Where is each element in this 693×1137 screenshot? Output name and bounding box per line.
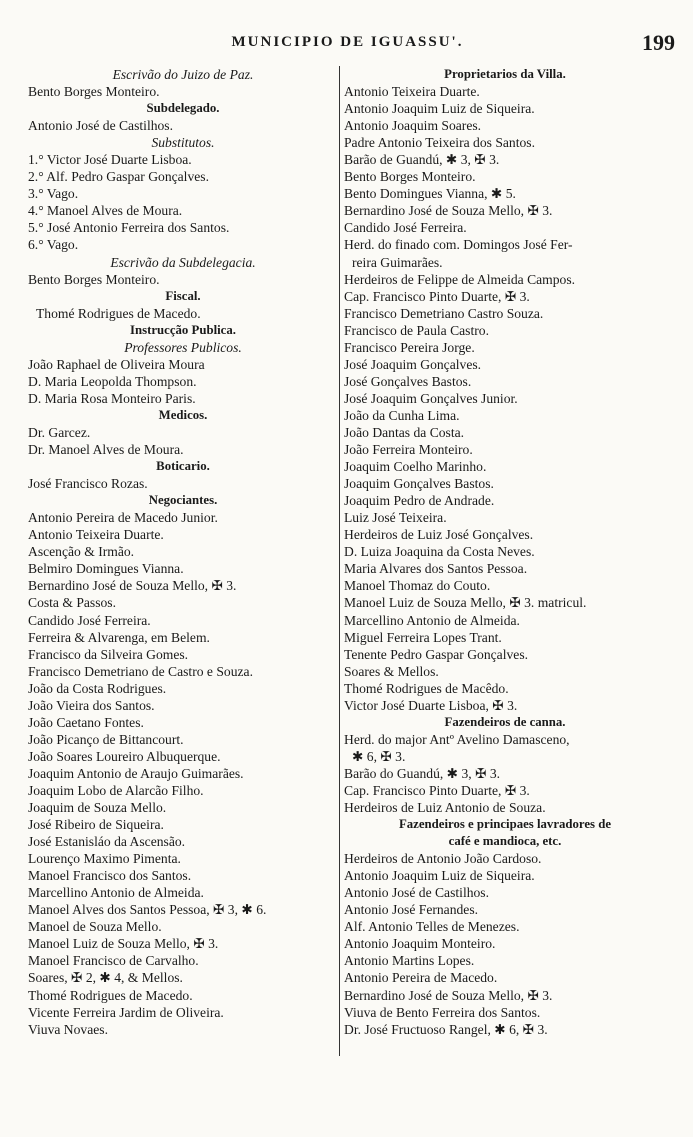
list-entry: João Dantas da Costa.	[344, 424, 465, 440]
list-entry: Francisco Demetriano de Castro e Souza.	[28, 663, 253, 679]
section-heading: Negociantes.	[148, 493, 218, 508]
list-entry: Bernardino José de Souza Mello, ✠ 3.	[344, 203, 553, 219]
list-entry: 6.° Vago.	[28, 237, 79, 253]
list-entry: Lourenço Maximo Pimenta.	[28, 851, 181, 867]
list-entry: João Soares Loureiro Albuquerque.	[28, 748, 221, 764]
list-entry: Antonio José de Castilhos.	[344, 885, 489, 901]
list-entry: Dr. Garcez.	[28, 424, 91, 440]
list-entry: Viuva de Bento Ferreira dos Santos.	[344, 1004, 541, 1020]
list-entry: Candido José Ferreira.	[28, 612, 151, 628]
list-entry: José Gonçalves Bastos.	[344, 373, 472, 389]
list-entry: D. Maria Leopolda Thompson.	[28, 373, 197, 389]
list-entry: Vicente Ferreira Jardim de Oliveira.	[28, 1004, 224, 1020]
page-header	[20, 30, 675, 56]
list-entry: Manoel de Souza Mello.	[28, 919, 162, 935]
list-entry: Joaquim de Souza Mello.	[28, 800, 167, 816]
column-divider	[339, 66, 340, 1056]
list-entry: Cap. Francisco Pinto Duarte, ✠ 3.	[344, 782, 530, 798]
list-entry: José Estanisláo da Ascensão.	[28, 834, 186, 850]
list-entry: Antonio Pereira de Macedo Junior.	[28, 510, 218, 526]
list-entry: Joaquim Pedro de Andrade.	[344, 493, 495, 509]
list-entry: Ferreira & Alvarenga, em Belem.	[28, 629, 210, 645]
list-entry: Dr. José Fructuoso Rangel, ✱ 6, ✠ 3.	[344, 1021, 548, 1037]
section-heading: Fiscal.	[165, 288, 201, 303]
list-entry: Joaquim Lobo de Alarcão Filho.	[28, 782, 204, 798]
list-entry: Marcellino Antonio de Almeida.	[344, 612, 520, 628]
list-entry: Herd. do major Antº Avelino Damasceno,	[344, 731, 570, 747]
section-heading: café e mandioca, etc.	[448, 834, 562, 849]
list-entry: Manoel Francisco de Carvalho.	[28, 953, 199, 969]
list-entry: Alf. Antonio Telles de Menezes.	[344, 919, 520, 935]
list-entry: Herdeiros de Luiz Antonio de Souza.	[344, 800, 546, 816]
list-entry: D. Luiza Joaquina da Costa Neves.	[344, 544, 535, 560]
list-entry: Antonio José Fernandes.	[344, 902, 479, 918]
list-entry: Luiz José Teixeira.	[344, 510, 447, 526]
list-entry: Manoel Luiz de Souza Mello, ✠ 3. matricul.	[344, 595, 587, 611]
list-entry: Bento Borges Monteiro.	[28, 271, 160, 287]
list-entry: Manoel Thomaz do Couto.	[344, 578, 491, 594]
list-entry: José Joaquim Gonçalves.	[344, 356, 482, 372]
list-entry: Herd. do finado com. Domingos José Fer-	[344, 237, 573, 253]
list-entry: Antonio Pereira de Macedo.	[344, 970, 498, 986]
list-entry: Antonio José de Castilhos.	[28, 118, 173, 134]
section-heading: Medicos.	[158, 407, 208, 422]
list-entry: Maria Alvares dos Santos Pessoa.	[344, 561, 528, 577]
list-entry: Antonio Martins Lopes.	[344, 953, 475, 969]
list-entry: Bento Domingues Vianna, ✱ 5.	[344, 186, 516, 202]
list-entry: João Caetano Fontes.	[28, 714, 144, 730]
list-entry: D. Maria Rosa Monteiro Paris.	[28, 390, 196, 406]
list-entry: Bento Borges Monteiro.	[28, 84, 160, 100]
list-entry: Joaquim Antonio de Araujo Guimarães.	[28, 765, 244, 781]
list-entry: Bento Borges Monteiro.	[344, 169, 476, 185]
page-title: MUNICIPIO DE IGUASSU'.	[231, 34, 464, 50]
list-entry: Barão do Guandú, ✱ 3, ✠ 3.	[344, 765, 501, 781]
list-entry: Joaquim Coelho Marinho.	[344, 459, 487, 475]
list-entry: João Picanço de Bittancourt.	[28, 731, 184, 747]
list-entry: Candido José Ferreira.	[344, 220, 467, 236]
list-entry: Manoel Francisco dos Santos.	[28, 868, 192, 884]
list-entry: Bernardino José de Souza Mello, ✠ 3.	[28, 578, 237, 594]
section-heading: Proprietarios da Villa.	[444, 67, 566, 81]
list-entry: Barão de Guandú, ✱ 3, ✠ 3.	[344, 152, 500, 168]
list-entry: Thomé Rodrigues de Macedo.	[28, 987, 193, 1003]
section-heading: Subdelegado.	[146, 101, 220, 116]
list-entry: Antonio Joaquim Soares.	[344, 118, 482, 134]
list-entry: Francisco Pereira Jorge.	[344, 339, 475, 355]
list-entry: Herdeiros de Luiz José Gonçalves.	[344, 527, 534, 543]
list-entry: Joaquim Gonçalves Bastos.	[344, 476, 494, 492]
list-entry-continuation: ✱ 6, ✠ 3.	[352, 748, 406, 764]
sub-heading: Professores Publicos.	[124, 339, 242, 355]
section-heading: Instrucção Publica.	[130, 322, 236, 337]
list-entry: Viuva Novaes.	[28, 1021, 108, 1037]
list-entry: Herdeiros de Antonio João Cardoso.	[344, 851, 542, 867]
list-entry: Tenente Pedro Gaspar Gonçalves.	[344, 646, 529, 662]
list-entry: Costa & Passos.	[28, 595, 116, 611]
list-entry: Manoel Luiz de Souza Mello, ✠ 3.	[28, 936, 219, 952]
list-entry-continuation: reira Guimarães.	[352, 254, 443, 270]
list-entry: Thomé Rodrigues de Macêdo.	[344, 680, 509, 696]
list-entry: Ascenção & Irmão.	[28, 544, 135, 560]
list-entry: 5.° José Antonio Ferreira dos Santos.	[28, 220, 230, 236]
list-entry: 2.° Alf. Pedro Gaspar Gonçalves.	[28, 169, 209, 185]
list-entry: Francisco Demetriano Castro Souza.	[344, 305, 544, 321]
list-entry: João da Cunha Lima.	[344, 407, 460, 423]
list-entry: João Raphael de Oliveira Moura	[28, 356, 205, 372]
list-entry: João Vieira dos Santos.	[28, 697, 155, 713]
list-entry: Antonio Joaquim Luiz de Siqueira.	[344, 868, 535, 884]
list-entry: Francisco de Paula Castro.	[344, 322, 489, 338]
section-heading: Fazendeiros de canna.	[444, 714, 566, 729]
page-number: 199	[642, 30, 675, 55]
list-entry: José Ribeiro de Siqueira.	[28, 817, 164, 833]
list-entry: Cap. Francisco Pinto Duarte, ✠ 3.	[344, 288, 530, 304]
list-entry: Marcellino Antonio de Almeida.	[28, 885, 204, 901]
sub-heading: Escrivão do Juizo de Paz.	[112, 67, 254, 82]
list-entry: João da Costa Rodrigues.	[28, 680, 167, 696]
list-entry: Dr. Manoel Alves de Moura.	[28, 442, 184, 458]
list-entry: Belmiro Domingues Vianna.	[28, 561, 184, 577]
list-entry: Victor José Duarte Lisboa, ✠ 3.	[344, 697, 518, 713]
list-entry: Soares, ✠ 2, ✱ 4, & Mellos.	[28, 970, 183, 986]
list-entry: Antonio Teixeira Duarte.	[344, 84, 480, 100]
list-entry: Antonio Joaquim Luiz de Siqueira.	[344, 101, 535, 117]
list-entry: 4.° Manoel Alves de Moura.	[28, 203, 183, 219]
list-entry: Antonio Teixeira Duarte.	[28, 527, 164, 543]
list-entry: José Francisco Rozas.	[28, 476, 148, 492]
list-entry: João Ferreira Monteiro.	[344, 442, 473, 458]
list-entry: Antonio Joaquim Monteiro.	[344, 936, 496, 952]
list-entry: Herdeiros de Felippe de Almeida Campos.	[344, 271, 576, 287]
list-entry: 1.° Victor José Duarte Lisboa.	[28, 152, 192, 168]
right-column	[344, 66, 666, 1038]
sub-heading: Substitutos.	[151, 135, 215, 151]
list-entry: Manoel Alves dos Santos Pessoa, ✠ 3, ✱ 6.	[28, 902, 267, 918]
list-entry: 3.° Vago.	[28, 186, 79, 202]
list-entry-continuation: Thomé Rodrigues de Macedo.	[36, 305, 201, 321]
section-heading: Fazendeiros e principaes lavradores de	[398, 817, 612, 832]
list-entry: Soares & Mellos.	[344, 663, 439, 679]
list-entry: José Joaquim Gonçalves Junior.	[344, 390, 518, 406]
section-heading: Boticario.	[156, 459, 210, 474]
sub-heading: Escrivão da Subdelegacia.	[110, 254, 256, 270]
list-entry: Padre Antonio Teixeira dos Santos.	[344, 135, 535, 151]
list-entry: Francisco da Silveira Gomes.	[28, 646, 189, 662]
list-entry: Miguel Ferreira Lopes Trant.	[344, 629, 502, 645]
list-entry: Bernardino José de Souza Mello, ✠ 3.	[344, 987, 553, 1003]
left-column	[28, 66, 338, 1038]
